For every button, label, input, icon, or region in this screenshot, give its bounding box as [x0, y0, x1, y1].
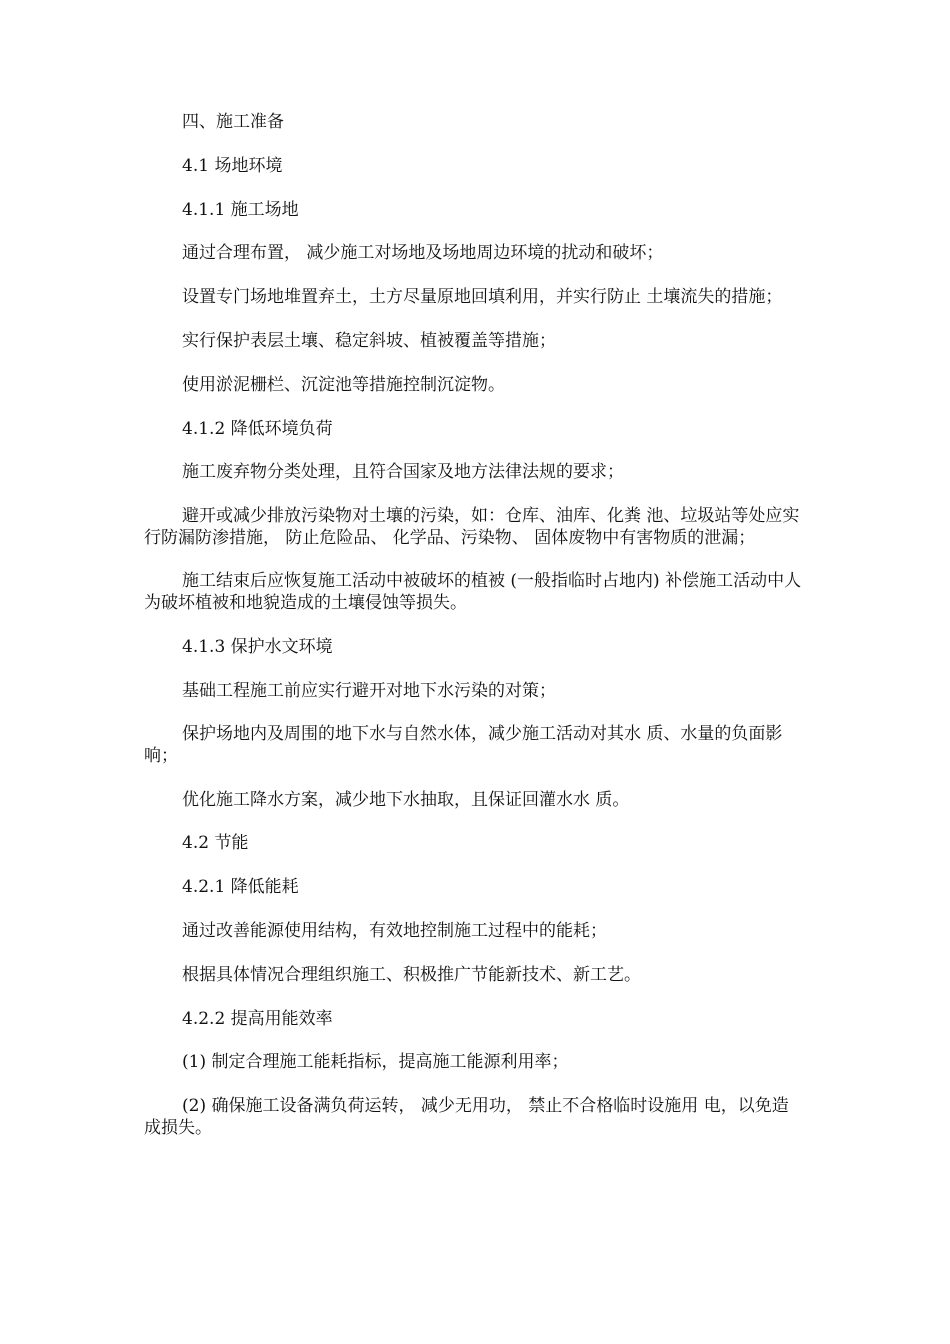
heading-reduce-environmental-load: 4.1.2 降低环境负荷 — [182, 418, 333, 439]
body-paragraph: 保护场地内及周围的地下水与自然水体，减少施工活动对其水 质、水量的负面影响； — [144, 724, 783, 766]
body-paragraph: 基础工程施工前应实行避开对地下水污染的对策； — [182, 680, 556, 701]
heading-energy-saving: 4.2 节能 — [182, 833, 249, 854]
body-paragraph: 使用淤泥栅栏、沉淀池等措施控制沉淀物。 — [182, 374, 505, 395]
body-paragraph: 施工废弃物分类处理，且符合国家及地方法律法规的要求； — [182, 462, 624, 483]
body-paragraph: 施工结束后应恢复施工活动中被破坏的植被 (一般指临时占地内) 补偿施工活动中人为破坏植被和地貌造成的土壤侵蚀等损失。 — [144, 571, 802, 613]
body-paragraph: 避开或减少排放污染物对土壤的污染，如：仓库、油库、化粪 池、垃圾站等处应实行防漏防渗措施， 防止危险品、 化学品、污染物、 固体废物中有害物质的泄漏； — [144, 506, 800, 548]
body-paragraph: 通过改善能源使用结构，有效地控制施工过程中的能耗； — [182, 921, 607, 942]
body-paragraph: 设置专门场地堆置弃土，土方尽量原地回填利用，并实行防止 土壤流失的措施； — [182, 287, 783, 308]
body-paragraph: (1) 制定合理施工能耗指标，提高施工能源利用率； — [182, 1052, 569, 1073]
document-body — [144, 112, 804, 1162]
heading-protect-hydrology: 4.1.3 保护水文环境 — [182, 636, 333, 657]
body-paragraph: (2) 确保施工设备满负荷运转， 减少无用功， 禁止不合格临时设施用 电，以免造成损失。 — [144, 1096, 789, 1138]
body-paragraph: 通过合理布置， 减少施工对场地及场地周边环境的扰动和破坏； — [182, 243, 664, 264]
heading-improve-energy-efficiency: 4.2.2 提高用能效率 — [182, 1008, 333, 1029]
heading-reduce-energy-consumption: 4.2.1 降低能耗 — [182, 877, 299, 898]
heading-construction-site: 4.1.1 施工场地 — [182, 199, 299, 220]
body-paragraph: 实行保护表层土壤、稳定斜坡、植被覆盖等措施； — [182, 330, 556, 351]
heading-site-environment: 4.1 场地环境 — [182, 155, 283, 176]
body-paragraph: 优化施工降水方案，减少地下水抽取，且保证回灌水水 质。 — [182, 789, 630, 810]
body-paragraph: 根据具体情况合理组织施工、积极推广节能新技术、新工艺。 — [182, 964, 641, 985]
heading-construction-preparation: 四、施工准备 — [182, 112, 284, 132]
